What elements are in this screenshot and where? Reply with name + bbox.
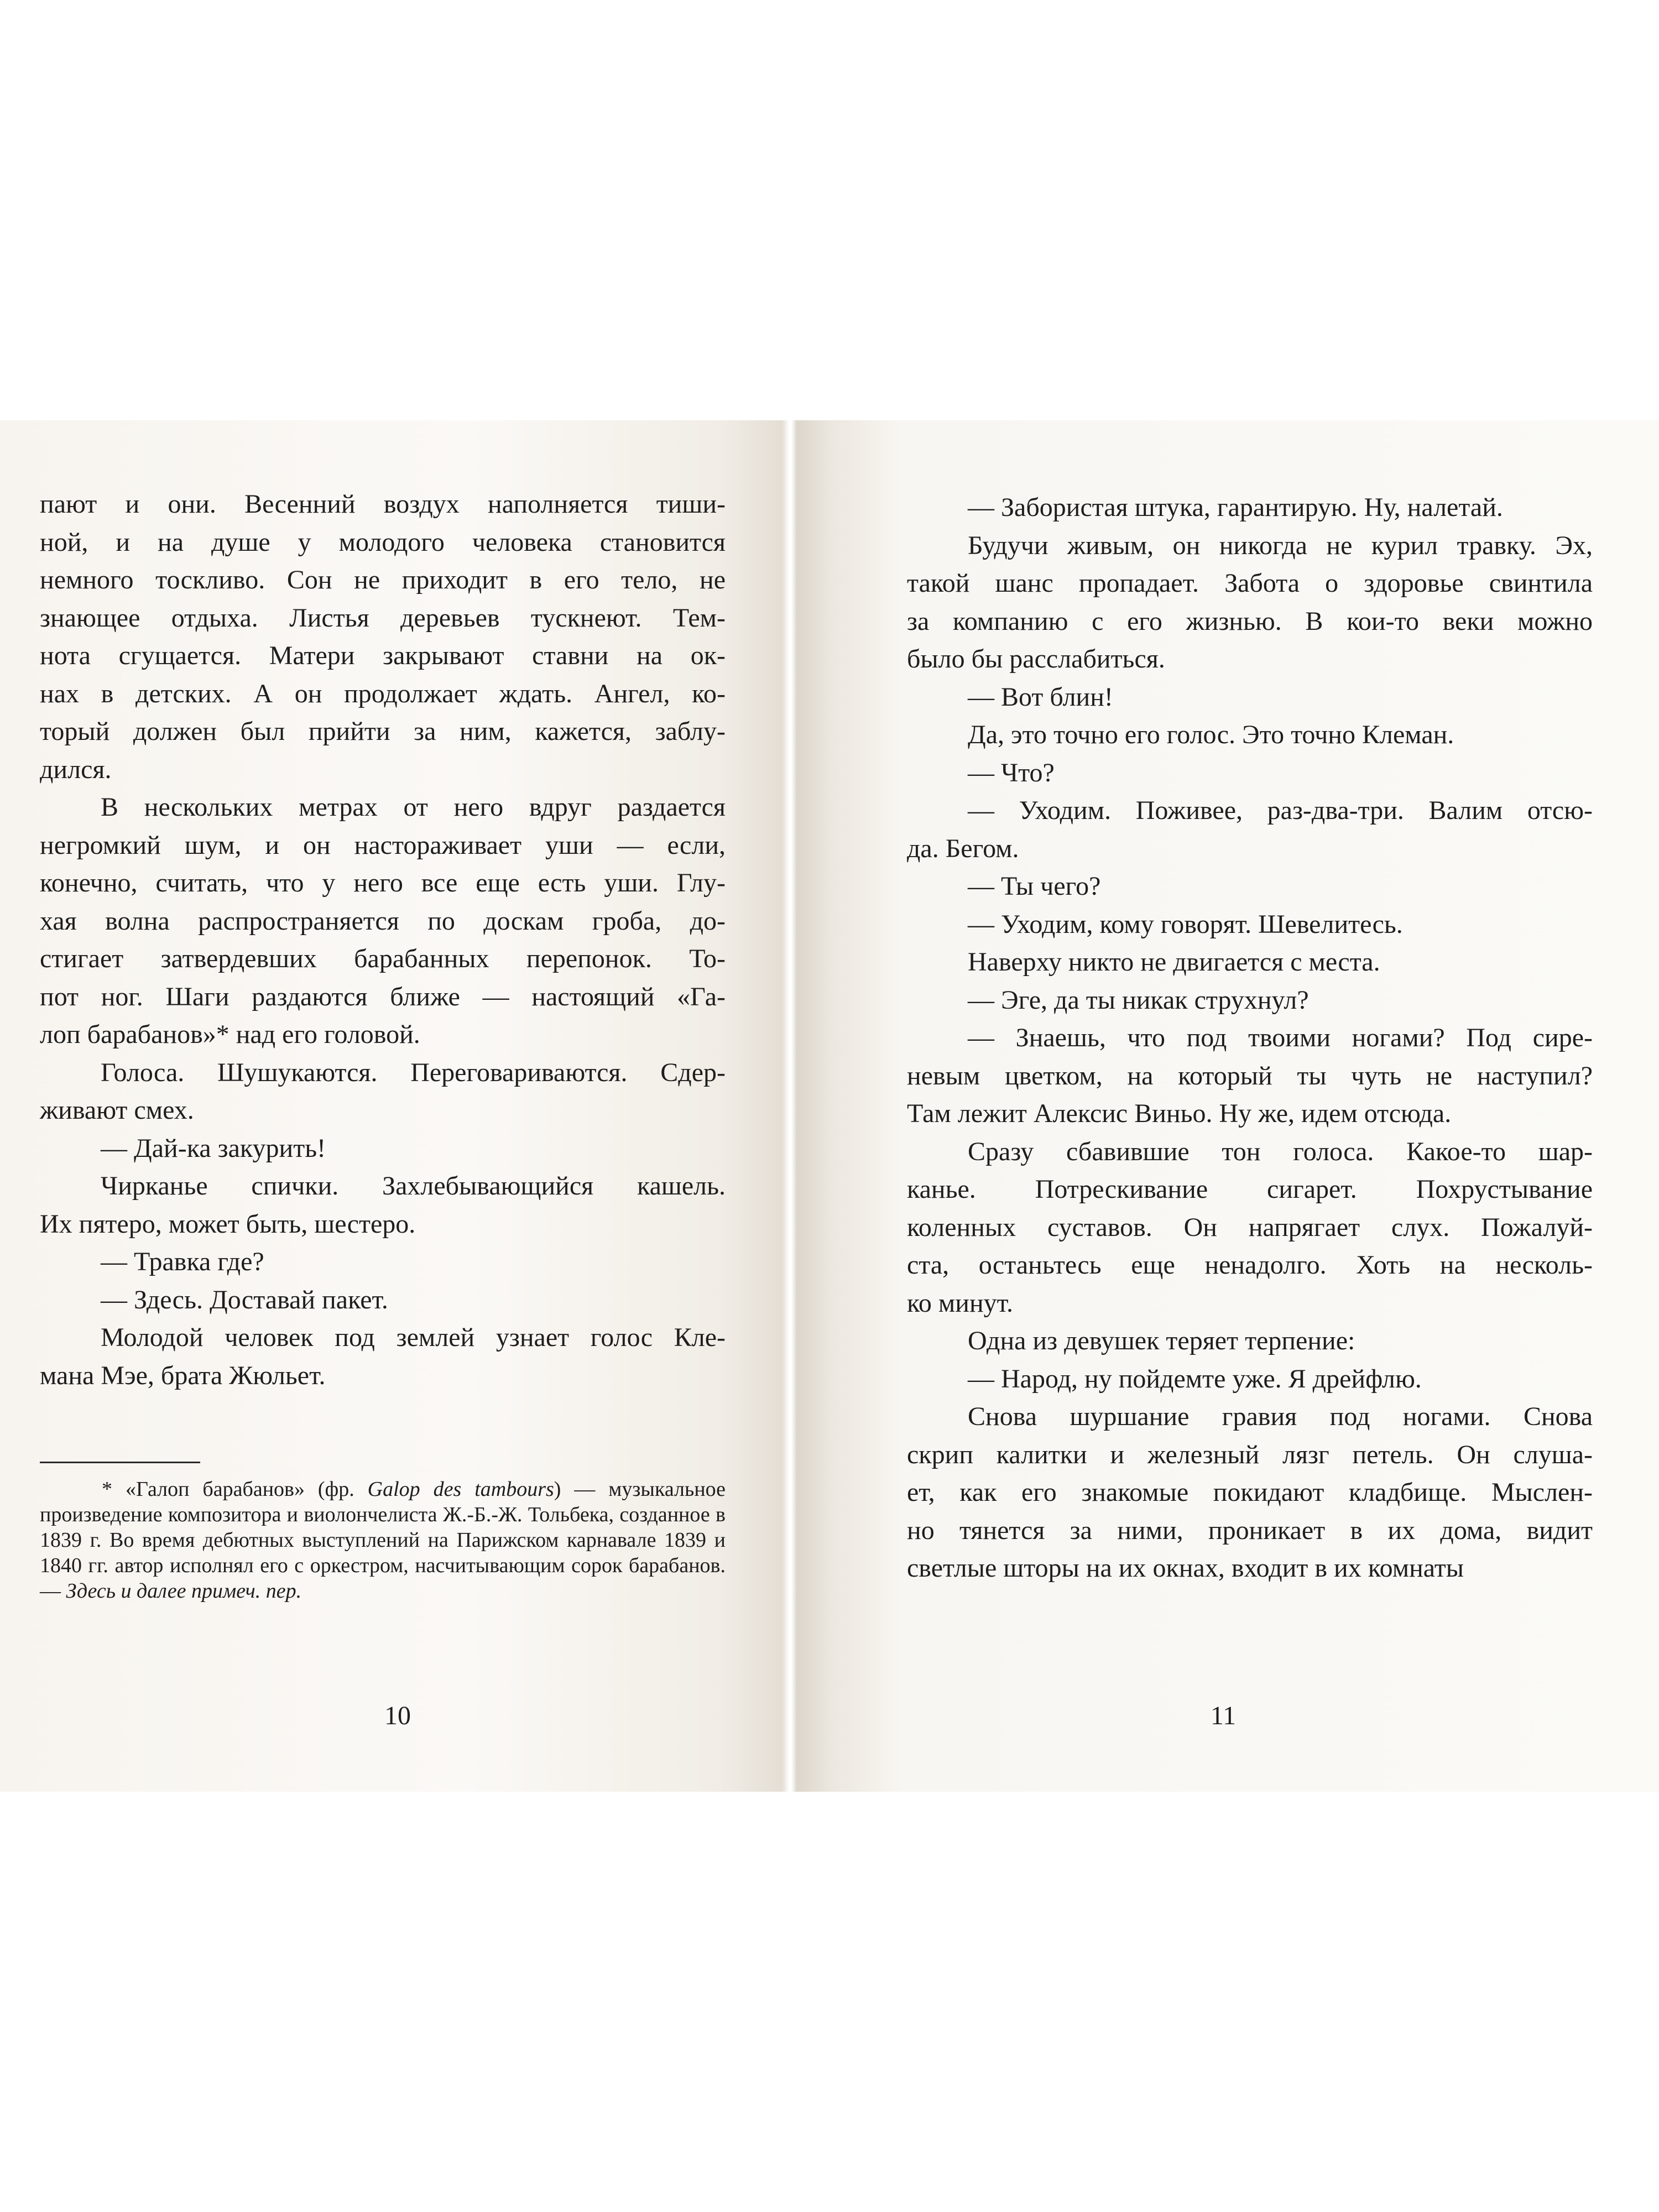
- text-line: ста, останьтесь еще ненадолго. Хоть на несколь-: [907, 1250, 1593, 1280]
- text-line: — Травка где?: [101, 1247, 264, 1276]
- text-line: знающее отдыха. Листья деревьев тускнеют. Тем-: [40, 603, 726, 633]
- text-line: ной, и на душе у молодого человека становится: [40, 527, 726, 557]
- text-line: светлые шторы на их окнах, входит в их комнаты: [907, 1553, 1464, 1583]
- text-line: — Ты чего?: [968, 872, 1101, 901]
- text-line: — Эге, да ты никак струхнул?: [968, 985, 1309, 1015]
- text-line: Будучи живым, он никогда не курил травку. Эх,: [968, 530, 1593, 560]
- text-line: — Здесь. Доставай пакет.: [101, 1285, 388, 1314]
- text-line: Сразу сбавившие тон голоса. Какое-то шар-: [968, 1136, 1593, 1166]
- text-line: живают смех.: [40, 1095, 194, 1125]
- text-line: такой шанс пропадает. Забота о здоровье свинтила: [907, 568, 1593, 598]
- text-line: — Вот блин!: [968, 682, 1113, 712]
- text-line: пают и они. Весенний воздух наполняется тиши-: [40, 489, 726, 519]
- footnote: * «Галоп барабанов» (фр. Galop des tambours) — музыкальное произведение композитора и виолончелиста Ж.-Б.-Ж. Тольбека, созданное в 1839 г. Во время дебютных выступлений на Парижском карнавале 1839 и 1840 гг. автор исполнял его с оркестром, насчитывающим сорок барабанов. — Здесь и далее примеч. пер.: [40, 1478, 726, 1603]
- text-line: — Что?: [968, 758, 1055, 787]
- text-line: Одна из девушек теряет терпение:: [968, 1326, 1355, 1355]
- text-line: хая волна распространяется по доскам гроба, до-: [40, 906, 726, 936]
- text-line: ет, как его знакомые покидают кладбище. Мыслен-: [907, 1478, 1593, 1507]
- text-line: конечно, считать, что у него все еще есть уши. Глу-: [40, 868, 726, 898]
- page-number: 11: [1210, 1701, 1237, 1730]
- open-book: [0, 420, 1659, 1792]
- text-line: Снова шуршание гравия под ногами. Снова: [968, 1402, 1593, 1431]
- text-line: скрип калитки и железный лязг петель. Он слуша-: [907, 1439, 1593, 1469]
- text-line: В нескольких метрах от него вдруг раздается: [101, 792, 726, 822]
- text-line: нота сгущается. Матери закрывают ставни на ок-: [40, 641, 726, 670]
- left-page: [0, 420, 782, 1792]
- text-line: Там лежит Алексис Виньо. Ну же, идем отсюда.: [907, 1099, 1452, 1128]
- text-line: стигает затвердевших барабанных перепонок. То-: [40, 944, 726, 973]
- text-line: Чирканье спички. Захлебывающийся кашель.: [101, 1171, 726, 1201]
- text-line: негромкий шум, и он настораживает уши — если,: [40, 830, 726, 860]
- text-line: да. Бегом.: [907, 833, 1019, 863]
- text-line: коленных суставов. Он напрягает слух. Пожалуй-: [907, 1212, 1593, 1242]
- text-line: но тянется за ними, проникает в их дома, видит: [907, 1515, 1593, 1545]
- text-line: Голоса. Шушукаются. Переговариваются. Сдер-: [101, 1057, 726, 1087]
- text-line: — Дай-ка закурить!: [101, 1133, 326, 1163]
- page-number: 10: [384, 1701, 411, 1730]
- right-page: [797, 420, 1659, 1792]
- text-line: за компанию с его жизнью. В кои-то веки можно: [907, 606, 1593, 636]
- left-page-text: [40, 486, 726, 1395]
- text-line: невым цветком, на который ты чуть не наступил?: [907, 1061, 1593, 1091]
- text-line: — Забористая штука, гарантирую. Ну, налетай.: [968, 493, 1503, 522]
- text-line: Да, это точно его голос. Это точно Клеман.: [968, 720, 1454, 749]
- text-line: дился.: [40, 754, 112, 784]
- text-line: канье. Потрескивание сигарет. Похрустывание: [907, 1175, 1593, 1204]
- text-line: пот ног. Шаги раздаются ближе — настоящий «Га-: [40, 982, 726, 1011]
- text-line: торый должен был прийти за ним, кажется, заблу-: [40, 717, 726, 746]
- book-gutter: [782, 420, 797, 1792]
- text-line: ко минут.: [907, 1288, 1013, 1318]
- text-line: Их пятеро, может быть, шестеро.: [40, 1209, 416, 1239]
- text-line: мана Мэе, брата Жюльет.: [40, 1360, 326, 1390]
- text-line: было бы расслабиться.: [907, 644, 1165, 674]
- text-line: — Уходим. Поживее, раз-два-три. Валим отсю-: [968, 796, 1593, 825]
- text-line: — Знаешь, что под твоими ногами? Под сире-: [968, 1023, 1593, 1052]
- text-line: лоп барабанов»* над его головой.: [40, 1020, 420, 1049]
- footnote-divider: [40, 1462, 200, 1463]
- text-line: немного тоскливо. Сон не приходит в его тело, не: [40, 565, 726, 594]
- text-line: Молодой человек под землей узнает голос Кле-: [101, 1323, 726, 1352]
- text-line: нах в детских. А он продолжает ждать. Ангел, ко-: [40, 679, 726, 708]
- text-line: — Уходим, кому говорят. Шевелитесь.: [968, 909, 1403, 939]
- text-line: Наверху никто не двигается с места.: [968, 947, 1380, 977]
- right-page-text: [907, 489, 1593, 1588]
- text-line: — Народ, ну пойдемте уже. Я дрейфлю.: [968, 1364, 1422, 1394]
